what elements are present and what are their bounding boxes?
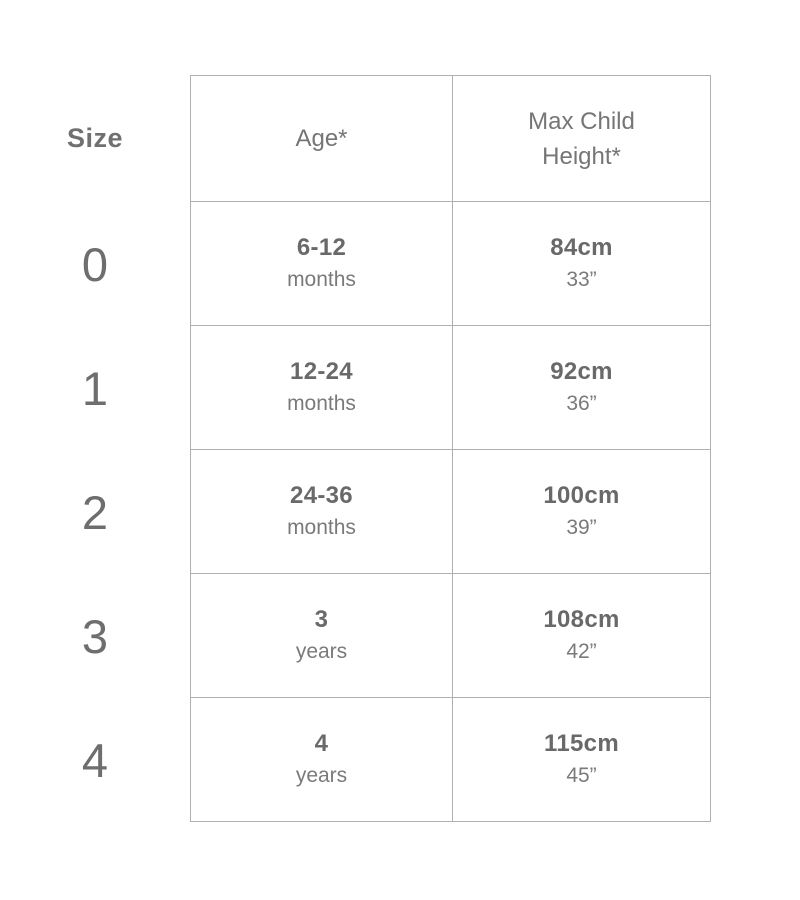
height-cm: 92cm (550, 358, 613, 385)
age-cell (191, 450, 453, 573)
height-cell (453, 202, 710, 325)
table-row (191, 325, 710, 449)
height-inches: 39” (566, 516, 597, 539)
height-inches: 36” (566, 392, 597, 415)
height-cell (453, 698, 710, 821)
size-value-0: 0 (81, 237, 109, 291)
age-column-header: Age* (295, 125, 348, 152)
height-inches: 42” (566, 640, 597, 663)
age-range: 3 (314, 606, 329, 633)
table-row (191, 201, 710, 325)
height-cell (453, 326, 710, 449)
table-row (191, 697, 710, 821)
size-table (190, 75, 711, 822)
height-cm: 108cm (543, 606, 620, 633)
age-range: 6-12 (296, 234, 347, 261)
age-unit: months (287, 268, 356, 291)
size-value-2: 2 (81, 485, 109, 539)
height-inches: 33” (566, 268, 597, 291)
height-cell (453, 574, 710, 697)
age-cell (191, 574, 453, 697)
height-column-header-cell (453, 76, 710, 201)
height-cm: 115cm (544, 730, 619, 757)
age-cell (191, 326, 453, 449)
table-header-row (191, 76, 710, 201)
age-range: 12-24 (290, 358, 353, 385)
age-unit: months (287, 516, 356, 539)
age-column-header-cell (191, 76, 453, 201)
age-cell (191, 202, 453, 325)
age-unit: years (295, 764, 348, 787)
height-cm: 100cm (543, 482, 620, 509)
age-unit: months (287, 392, 356, 415)
age-range: 4 (314, 730, 329, 757)
table-row (191, 449, 710, 573)
age-cell (191, 698, 453, 821)
size-value-1: 1 (81, 361, 109, 415)
table-row (191, 573, 710, 697)
age-unit: years (295, 640, 348, 663)
height-column-header: Max Child Height* (528, 107, 635, 170)
height-cell (453, 450, 710, 573)
size-column (0, 75, 190, 822)
height-cm: 84cm (550, 234, 613, 261)
size-column-header: Size (66, 123, 124, 153)
age-range: 24-36 (290, 482, 353, 509)
height-inches: 45” (566, 764, 597, 787)
size-value-4: 4 (81, 733, 109, 787)
size-value-3: 3 (81, 609, 109, 663)
